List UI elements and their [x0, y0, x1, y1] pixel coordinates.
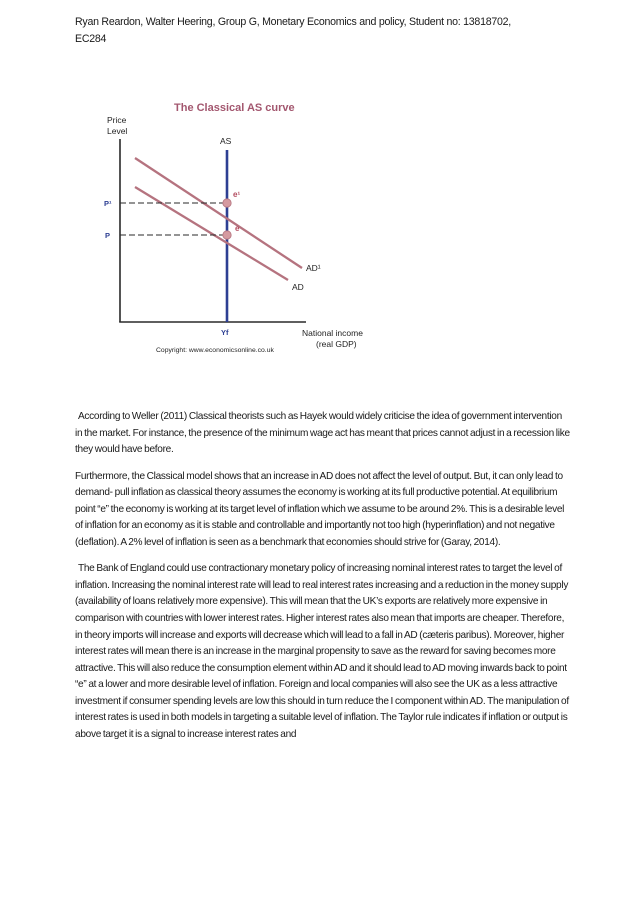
- equilibrium-point-e1: [223, 199, 231, 207]
- figure-copyright: Copyright: www.economicsonline.co.uk: [156, 347, 274, 354]
- paragraph-3: The Bank of England could use contractionary monetary policy of increasing nominal interest rates to target the level of inflation. Increasing the nominal interest rate will lead to real interest rates increasing and a reduction in the money supply (availability of loans relatively more expensive). This will mean that the UK’s exports are relatively more expensive in comparison with countries with lower interest rates. Higher interest rates also mean that imports are cheaper. Therefore, in theory imports will increase and exports will decrease which will lead to a fall in AD (cæteris paribus). Moreover, higher interest rates will mean there is an increase in the marginal propensity to save as the reward for saving becomes more attractive. This will also reduce the consumption element within AD and it should lead to AD moving inwards back to point “e” at a lower and more desirable level of inflation. Foreign and local companies will also see the UK as a less attractive investment if consumer spending levels are low this should in turn reduce the I component within AD. The manipulation of interest rates is used in both models in targeting a suitable level of inflation. The Taylor rule indicates if inflation or output is above target it is a signal to increase interest rates and: [75, 563, 569, 740]
- as-curve-label: AS: [220, 136, 232, 146]
- classical-as-curve-diagram: [90, 95, 390, 365]
- header-line-1: Ryan Reardon, Walter Heering, Group G, Monetary Economics and policy, Student no: 13818702,: [75, 16, 511, 28]
- x-axis-label-real-gdp: (real GDP): [316, 339, 357, 349]
- y-axis-label-level: Level: [107, 126, 128, 136]
- ad1-label: AD¹: [306, 263, 321, 273]
- paragraph-2: Furthermore, the Classical model shows that an increase in AD does not affect the level of output. But, it can only lead to demand- pull inflation as classical theory assumes the economy is working at its full productive potential. At equilibrium point “e” the economy is working at its target level of inflation which we assume to be around 2%. This is a desirable level of inflation for an economy as it is stable and controllable and importantly not too high (hyperinflation) and not negative (deflation). A 2% level of inflation is seen as a benchmark that economies should strive for (Garay, 2014).: [75, 470, 565, 548]
- ad-curve: [135, 187, 288, 280]
- yf-label: Yf: [221, 328, 229, 337]
- p-label: P: [105, 231, 111, 240]
- figure-title: The Classical AS curve: [174, 102, 295, 114]
- ad1-curve: [135, 158, 302, 268]
- document-header: [75, 14, 575, 48]
- p1-label: P¹: [104, 199, 112, 208]
- ad-label: AD: [292, 282, 304, 292]
- classical-as-curve-figure: [90, 95, 390, 365]
- header-line-2: EC284: [75, 33, 107, 45]
- y-axis-label-price: Price: [107, 115, 127, 125]
- e1-label: e¹: [233, 190, 241, 199]
- body-text: [75, 409, 571, 753]
- e-label: e: [235, 224, 240, 233]
- equilibrium-point-e: [223, 231, 231, 239]
- paragraph-1: According to Weller (2011) Classical theorists such as Hayek would widely criticise the idea of government intervention in the market. For instance, the presence of the minimum wage act has meant that prices cannot adjust in a recession like they would have before.: [75, 411, 570, 456]
- x-axis-label-national-income: National income: [302, 328, 363, 338]
